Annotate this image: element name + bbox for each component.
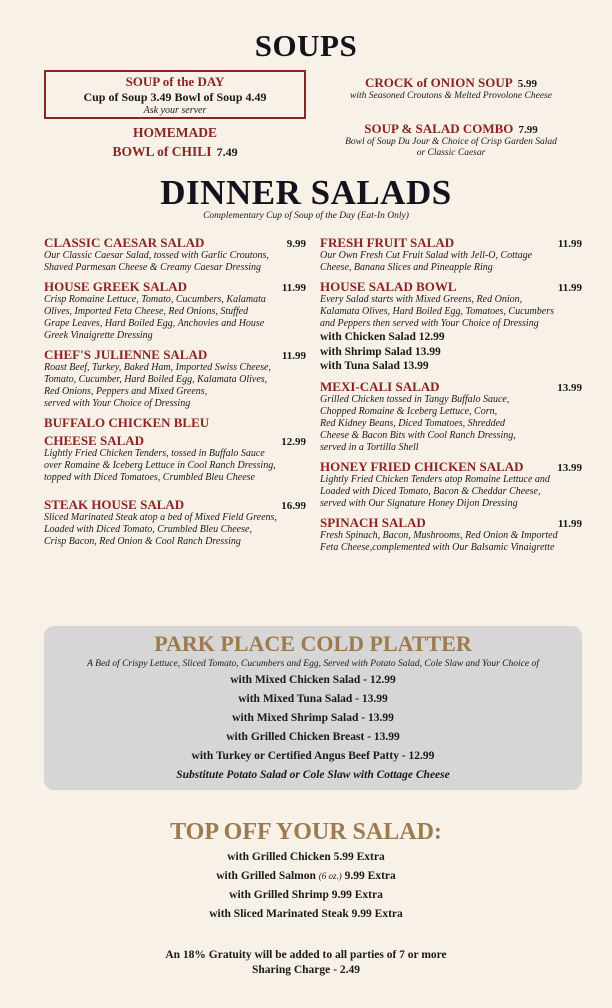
salad-desc: Feta Cheese,complemented with Our Balsamic Vinaigrette [320, 541, 555, 553]
salad-price: 13.99 [557, 381, 582, 394]
salad-addon: with Chicken Salad 12.99 [320, 331, 445, 343]
salad-desc: Lightly Fried Chicken Tenders, tossed in Buffalo Sauce [44, 448, 265, 459]
salad-desc: served with Your Choice of Dressing [44, 398, 191, 409]
salad-name: HOUSE SALAD BOWL [320, 279, 457, 294]
salad-item [320, 380, 582, 454]
salad-desc: Lightly Fried Chicken Tenders atop Romaine Lettuce and [320, 473, 550, 485]
salad-price: 12.99 [281, 436, 306, 448]
dinner-salads-title: DINNER SALADS [160, 173, 452, 212]
combo-price: 7.99 [518, 124, 538, 136]
combo-desc: Bowl of Soup Du Jour & Choice of Crisp Garden Salad [345, 137, 557, 147]
salad-desc: Crisp Romaine Lettuce, Tomato, Cucumbers, Kalamata [44, 294, 266, 305]
platter-option: with Mixed Chicken Salad - 12.99 [230, 674, 396, 686]
salad-desc: Loaded with Diced Tomato, Crumbled Bleu Cheese, [44, 524, 252, 535]
salad-desc: Fresh Spinach, Bacon, Mushrooms, Red Onion & Imported [320, 529, 558, 541]
sharing-charge: Sharing Charge - 2.49 [252, 964, 360, 976]
salad-name-line1: BUFFALO CHICKEN BLEU [44, 415, 210, 430]
salad-name: STEAK HOUSE SALAD [44, 497, 185, 512]
gratuity-note: An 18% Gratuity will be added to all parties of 7 or more [165, 949, 447, 961]
salad-desc: Every Salad starts with Mixed Greens, Red Onion, [320, 294, 523, 305]
onion-soup-price: 5.99 [517, 78, 538, 90]
salad-item [44, 498, 306, 548]
soup-of-day-name: SOUP of the DAY [125, 74, 225, 89]
salad-addon: with Tuna Salad 13.99 [320, 360, 429, 372]
salad-name: HOUSE GREEK SALAD [44, 279, 188, 294]
salad-desc: Loaded with Diced Tomato, Bacon & Cheddar Cheese, [320, 485, 541, 497]
topoff-line: with Sliced Marinated Steak 9.99 Extra [209, 908, 403, 920]
topoff-note: (6 oz.) [318, 871, 342, 881]
salad-price: 13.99 [557, 461, 582, 474]
platter-option: with Turkey or Certified Angus Beef Patty - 12.99 [191, 750, 435, 762]
combo-desc-2: or Classic Caesar [416, 148, 486, 158]
salad-desc: Cheese & Bacon Bits with Cool Ranch Dressing, [320, 429, 516, 441]
salad-price: 11.99 [557, 238, 582, 250]
platter-substitute: Substitute Potato Salad or Cole Slaw with Cottage Cheese [176, 769, 450, 781]
salad-desc: served with Our Signature Honey Dijon Dressing [320, 497, 518, 509]
salad-name: HONEY FRIED CHICKEN SALAD [320, 458, 524, 474]
soup-of-day-note: Ask your server [143, 105, 207, 116]
salad-desc: over Romaine & Iceberg Lettuce in Cool Ranch Dressing, [44, 460, 276, 471]
salad-desc: Red Onions, Peppers and Mixed Greens, [44, 386, 208, 397]
salad-name: SPINACH SALAD [320, 514, 426, 530]
salad-price: 11.99 [281, 350, 306, 362]
salad-item [320, 236, 582, 274]
chili-name-line2: BOWL of CHILI [112, 144, 212, 159]
salad-desc: served in a Tortilla Shell [320, 441, 419, 453]
topoff-line: with Grilled Chicken 5.99 Extra [227, 851, 385, 863]
salad-price: 11.99 [557, 282, 582, 294]
salad-name: MEXI-CALI SALAD [320, 378, 440, 394]
topoff-line: with Grilled Salmon (6 oz.) 9.99 Extra [216, 870, 396, 882]
platter-desc: A Bed of Crispy Lettuce, Sliced Tomato, Cucumbers and Egg, Served with Potato Salad, Cole Slaw and Your Choice of [87, 659, 539, 669]
cold-platter-box [44, 626, 582, 790]
salad-desc: Grape Leaves, Hard Boiled Egg, Anchovies and House [44, 318, 265, 329]
salad-price: 16.99 [281, 500, 306, 512]
salad-item [320, 280, 582, 374]
salad-desc: Olives, Imported Feta Cheese, Red Onions, Stuffed [44, 306, 249, 317]
salad-price: 11.99 [281, 282, 306, 294]
salad-desc: Tomato, Cucumber, Hard Boiled Egg, Kalamata Olives, [44, 374, 268, 385]
salad-desc: Red Kidney Beans, Diced Tomatoes, Shredded [320, 417, 506, 429]
chili-item [44, 124, 306, 161]
salad-name: CHEESE SALAD [44, 433, 145, 448]
chili-name-line1: HOMEMADE [133, 125, 217, 140]
combo-name: SOUP & SALAD COMBO [364, 121, 514, 136]
salad-item [320, 460, 582, 510]
soup-of-day-box [44, 70, 306, 119]
salad-desc: Crisp Bacon, Red Onion & Cool Ranch Dressing [44, 536, 241, 547]
salad-name: CLASSIC CAESAR SALAD [44, 235, 205, 250]
soup-of-day-prices: Cup of Soup 3.49 Bowl of Soup 4.49 [83, 90, 267, 104]
topoff-line: with Grilled Shrimp 9.99 Extra [229, 889, 383, 901]
salad-desc: Kalamata Olives, Hard Boiled Egg, Tomatoes, Cucumbers [320, 306, 554, 317]
salad-price: 9.99 [286, 238, 306, 250]
salad-desc: Chopped Romaine & Iceberg Lettuce, Corn, [320, 405, 498, 417]
platter-option: with Mixed Tuna Salad - 13.99 [238, 693, 388, 705]
onion-soup-name: CROCK of ONION SOUP [364, 75, 513, 90]
topoff-list [0, 848, 612, 924]
combo-item [320, 118, 582, 159]
salad-name: FRESH FRUIT SALAD [320, 235, 455, 250]
footer [0, 948, 612, 978]
salad-desc: Our Own Fresh Cut Fruit Salad with Jell-O, Cottage [320, 250, 533, 261]
salad-item [44, 280, 306, 342]
onion-soup-item [320, 72, 582, 101]
platter-option: with Mixed Shrimp Salad - 13.99 [232, 712, 394, 724]
onion-soup-desc: with Seasoned Croutons & Melted Provolone Cheese [350, 91, 552, 101]
chili-price: 7.49 [216, 145, 238, 159]
salad-desc: Greek Vinaigrette Dressing [44, 330, 153, 341]
salad-item [44, 416, 306, 484]
salad-item [320, 516, 582, 554]
salads-right-column [320, 236, 582, 560]
platter-option: with Grilled Chicken Breast - 13.99 [226, 731, 400, 743]
platter-title: PARK PLACE COLD PLATTER [154, 631, 472, 656]
salad-desc: Shaved Parmesan Cheese & Creamy Caesar Dressing [44, 262, 262, 273]
salad-desc: Sliced Marinated Steak atop a bed of Mixed Field Greens, [44, 512, 277, 523]
salad-item [44, 236, 306, 274]
salad-desc: Grilled Chicken tossed in Tangy Buffalo Sauce, [320, 393, 510, 405]
dinner-salads-subtitle: Complementary Cup of Soup of the Day (Eat-In Only) [203, 211, 409, 221]
salad-price: 11.99 [557, 517, 582, 530]
salad-desc: Our Classic Caesar Salad, tossed with Garlic Croutons, [44, 250, 269, 261]
salad-addon: with Shrimp Salad 13.99 [320, 345, 441, 358]
salad-item [44, 348, 306, 410]
salad-desc: topped with Diced Tomatoes, Crumbled Bleu Cheese [44, 472, 255, 483]
soups-title: SOUPS [254, 28, 358, 63]
salad-name: CHEF'S JULIENNE SALAD [44, 347, 208, 362]
salads-left-column [44, 236, 306, 554]
topoff-title: TOP OFF YOUR SALAD: [170, 819, 442, 845]
salad-desc: Cheese, Banana Slices and Pineapple Ring [320, 262, 493, 273]
salad-desc: and Peppers then served with Your Choice of Dressing [320, 318, 539, 329]
salad-desc: Roast Beef, Turkey, Baked Ham, Imported Swiss Cheese, [44, 362, 271, 373]
